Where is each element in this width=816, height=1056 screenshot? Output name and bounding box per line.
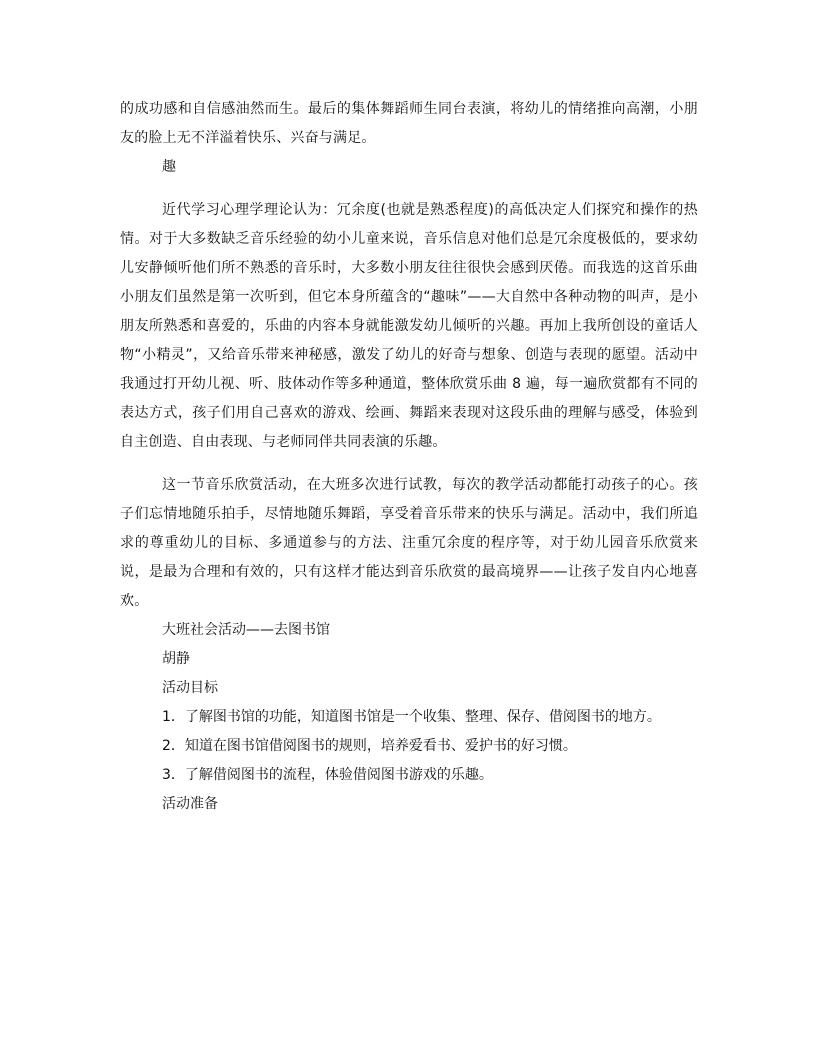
author-name: 胡静 — [162, 651, 190, 667]
document-body — [120, 95, 698, 819]
objective-item-1: 1．了解图书馆的功能，知道图书馆是一个收集、整理、保存、借阅图书的地方。 — [162, 709, 661, 725]
paragraph-redundancy-theory: 近代学习心理学理论认为：冗余度(也就是熟悉程度)的高低决定人们探究和操作的热情。对于大多数缺乏音乐经验的幼小儿童来说，音乐信息对他们总是冗余度极低的，要求幼儿安静倾听他们所不熟悉的音乐时，大多数小朋友往往很快会感到厌倦。而我选的这首乐曲小朋友们虽然是第一次听到，但它本身所蕴含的“趣味”——大自然中各种动物的叫声，是小朋友所熟悉和喜爱的，乐曲的内容本身就能激发幼儿倾听的兴趣。再加上我所创设的童话人物“小精灵”，又给音乐带来神秘感，激发了幼儿的好奇与想象、创造与表现的愿望。活动中我通过打开幼儿视、听、肢体动作等多种通道，整体欣赏乐曲 8 遍，每一遍欣赏都有不同的表达方式，孩子们用自己喜欢的游戏、绘画、舞蹈来表现对这段乐曲的理解与感受，体验到自主创造、自由表现、与老师同伴共同表演的乐趣。 — [120, 202, 698, 450]
paragraph-activity-summary: 这一节音乐欣赏活动，在大班多次进行试教，每次的教学活动都能打动孩子的心。孩子们忘情地随乐拍手，尽情地随乐舞蹈，享受着音乐带来的快乐与满足。活动中，我们所追求的尊重幼儿的目标、多通道参与的方法、注重冗余度的程序等，对于幼儿园音乐欣赏来说，是最为合理和有效的，只有这样才能达到音乐欣赏的最高境界——让孩子发自内心地喜欢。 — [120, 477, 698, 609]
objective-item-3: 3．了解借阅图书的流程，体验借阅图书游戏的乐趣。 — [162, 767, 493, 783]
objective-item-2: 2．知道在图书馆借阅图书的规则，培养爱看书、爱护书的好习惯。 — [162, 738, 577, 754]
objectives-heading: 活动目标 — [162, 680, 218, 696]
activity-title: 大班社会活动——去图书馆 — [162, 622, 330, 638]
section-heading-qu: 趣 — [162, 159, 176, 175]
preparation-heading: 活动准备 — [162, 796, 218, 812]
paragraph-continuation: 的成功感和自信感油然而生。最后的集体舞蹈师生同台表演，将幼儿的情绪推向高潮，小朋友的脸上无不洋溢着快乐、兴奋与满足。 — [120, 101, 698, 146]
